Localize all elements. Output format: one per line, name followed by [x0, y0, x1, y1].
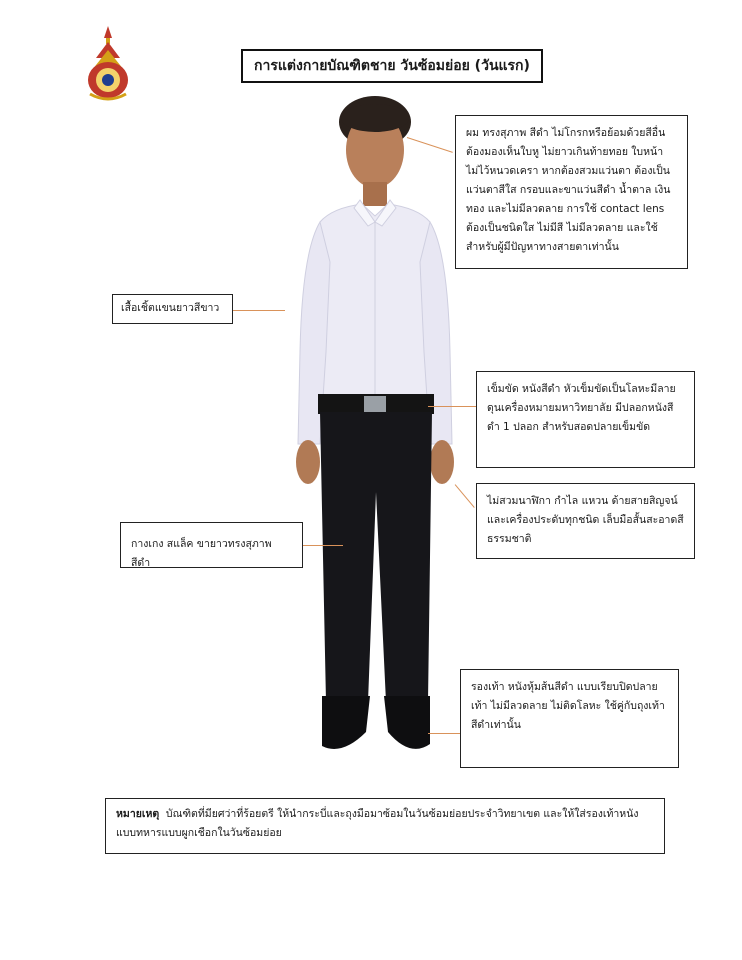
hair-callout: ผม ทรงสุภาพ สีดำ ไม่โกรกหรือย้อมด้วยสีอื่น ต้องมองเห็นใบหู ไม่ยาวเกินท้ายทอย ใบหน้า ไม่ไว้หนวดเครา หากต้องสวมแว่นตา ต้องเป็นแว่นตาสีใส กรอบและขาแว่นสีดำ น้ำตาล เงิน ทอง และไม่มีลวดลาย การใช้ contact lens ต้องเป็นชนิดใส ไม่มีสี ไม่มีลวดลาย และใช้สำหรับผู้มีปัญหาทางสายตาเท่านั้น — [455, 115, 688, 269]
note-label: หมายเหตุ — [116, 808, 160, 820]
belt-callout: เข็มขัด หนังสีดำ หัวเข็มขัดเป็นโลหะมีลายดุนเครื่องหมายมหาวิทยาลัย มีปลอกหนังสีดำ 1 ปลอก สำหรับสอดปลายเข็มขัด — [476, 371, 695, 468]
graduate-male-figure — [272, 92, 482, 762]
belt-connector-line — [428, 406, 476, 407]
note-text: บัณฑิตที่มียศว่าที่ร้อยตรี ให้นำกระบี่และถุงมือมาซ้อมในวันซ้อมย่อยประจำวิทยาเขต และให้ใส่รองเท้าหนังแบบทหารแบบผูกเชือกในวันซ้อมย่อย — [116, 808, 639, 839]
note-box — [105, 798, 665, 854]
shoes-connector-line — [428, 733, 460, 734]
shirt-callout: เสื้อเชิ้ตแขนยาวสีขาว — [112, 294, 233, 324]
university-emblem-icon — [84, 24, 132, 102]
shirt-connector-line — [233, 310, 285, 311]
accessories-callout: ไม่สวมนาฬิกา กำไล แหวน ด้ายสายสิญจน์ และเครื่องประดับทุกชนิด เล็บมือสั้นสะอาดสีธรรมชาติ — [476, 483, 695, 559]
page-title: การแต่งกายบัณฑิตชาย วันซ้อมย่อย (วันแรก) — [241, 49, 543, 83]
pants-connector-line — [303, 545, 343, 546]
shoes-callout: รองเท้า หนังหุ้มส้นสีดำ แบบเรียบปิดปลายเท้า ไม่มีลวดลาย ไม่ติดโลหะ ใช้คู่กับถุงเท้าสีดำเท่านั้น — [460, 669, 679, 768]
pants-callout: กางเกง สแล็ค ขายาวทรงสุภาพ สีดำ — [120, 522, 303, 568]
